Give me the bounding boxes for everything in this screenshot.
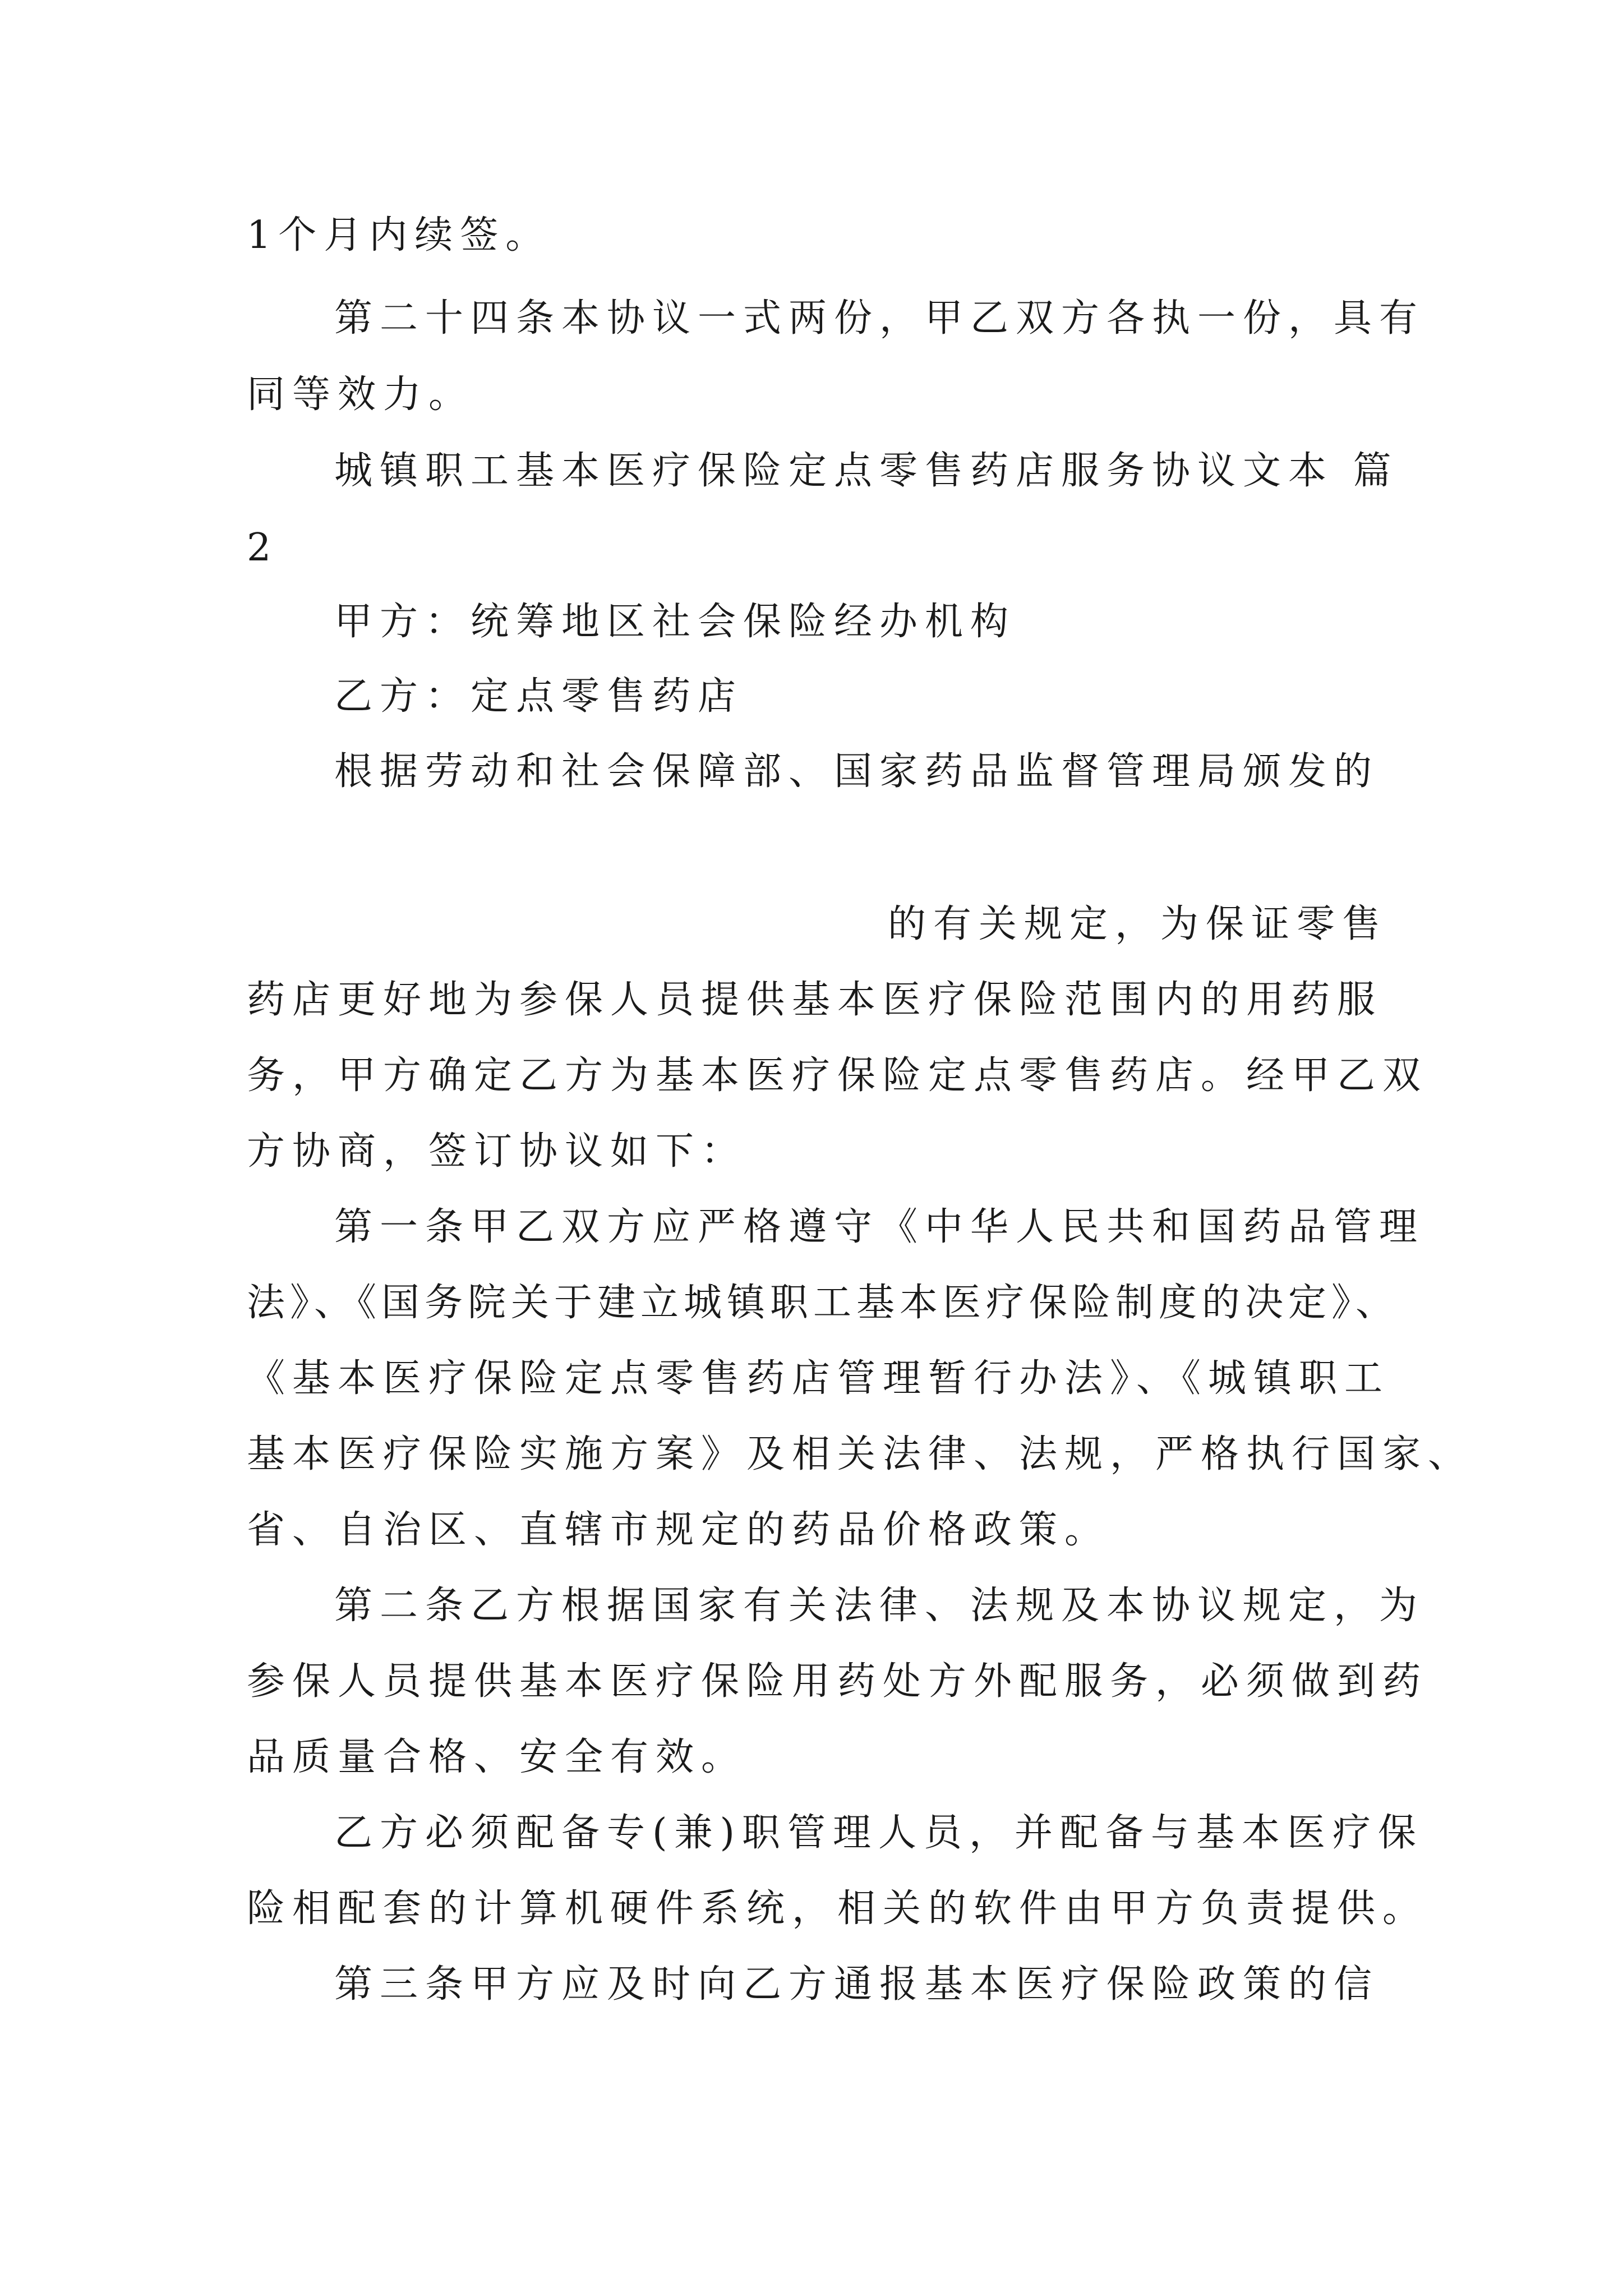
text-line: 2 bbox=[247, 526, 279, 570]
text-line: 品质量合格、安全有效。 bbox=[247, 1735, 747, 1779]
text-line: 甲方：统筹地区社会保险经办机构 bbox=[334, 600, 1016, 644]
text-line: 药店更好地为参保人员提供基本医疗保险范围内的用药服 bbox=[247, 978, 1383, 1022]
text-line: 1个月内续签。 bbox=[247, 213, 551, 257]
text-line: 《基本医疗保险定点零售药店管理暂行办法》、《城镇职工 bbox=[247, 1356, 1390, 1401]
text-line: 第一条甲乙双方应严格遵守《中华人民共和国药品管理 bbox=[334, 1205, 1425, 1249]
text-line: 方协商，签订协议如下： bbox=[247, 1129, 747, 1174]
text-line: 乙方必须配备专(兼)职管理人员，并配备与基本医疗保 bbox=[334, 1811, 1424, 1855]
text-line: 基本医疗保险实施方案》及相关法律、法规，严格执行国家、 bbox=[247, 1432, 1474, 1476]
text-line: 务，甲方确定乙方为基本医疗保险定点零售药店。经甲乙双 bbox=[247, 1053, 1428, 1098]
text-line: 同等效力。 bbox=[247, 372, 474, 417]
text-line: 第二条乙方根据国家有关法律、法规及本协议规定，为 bbox=[334, 1584, 1425, 1628]
text-line: 的有关规定，为保证零售 bbox=[888, 902, 1388, 946]
text-line: 第三条甲方应及时向乙方通报基本医疗保险政策的信 bbox=[334, 1962, 1380, 2007]
text-line: 城镇职工基本医疗保险定点零售药店服务协议文本 篇 bbox=[334, 449, 1399, 493]
text-line: 参保人员提供基本医疗保险用药处方外配服务，必须做到药 bbox=[247, 1659, 1428, 1704]
text-line: 第二十四条本协议一式两份，甲乙双方各执一份，具有 bbox=[334, 296, 1425, 341]
text-line: 省、自治区、直辖市规定的药品价格政策。 bbox=[247, 1508, 1110, 1552]
text-line: 乙方：定点零售药店 bbox=[334, 674, 744, 719]
text-line: 根据劳动和社会保障部、国家药品监督管理局颁发的 bbox=[334, 749, 1380, 794]
text-line: 险相配套的计算机硬件系统，相关的软件由甲方负责提供。 bbox=[247, 1887, 1428, 1931]
text-line: 法》、《国务院关于建立城镇职工基本医疗保险制度的决定》、 bbox=[247, 1281, 1399, 1325]
